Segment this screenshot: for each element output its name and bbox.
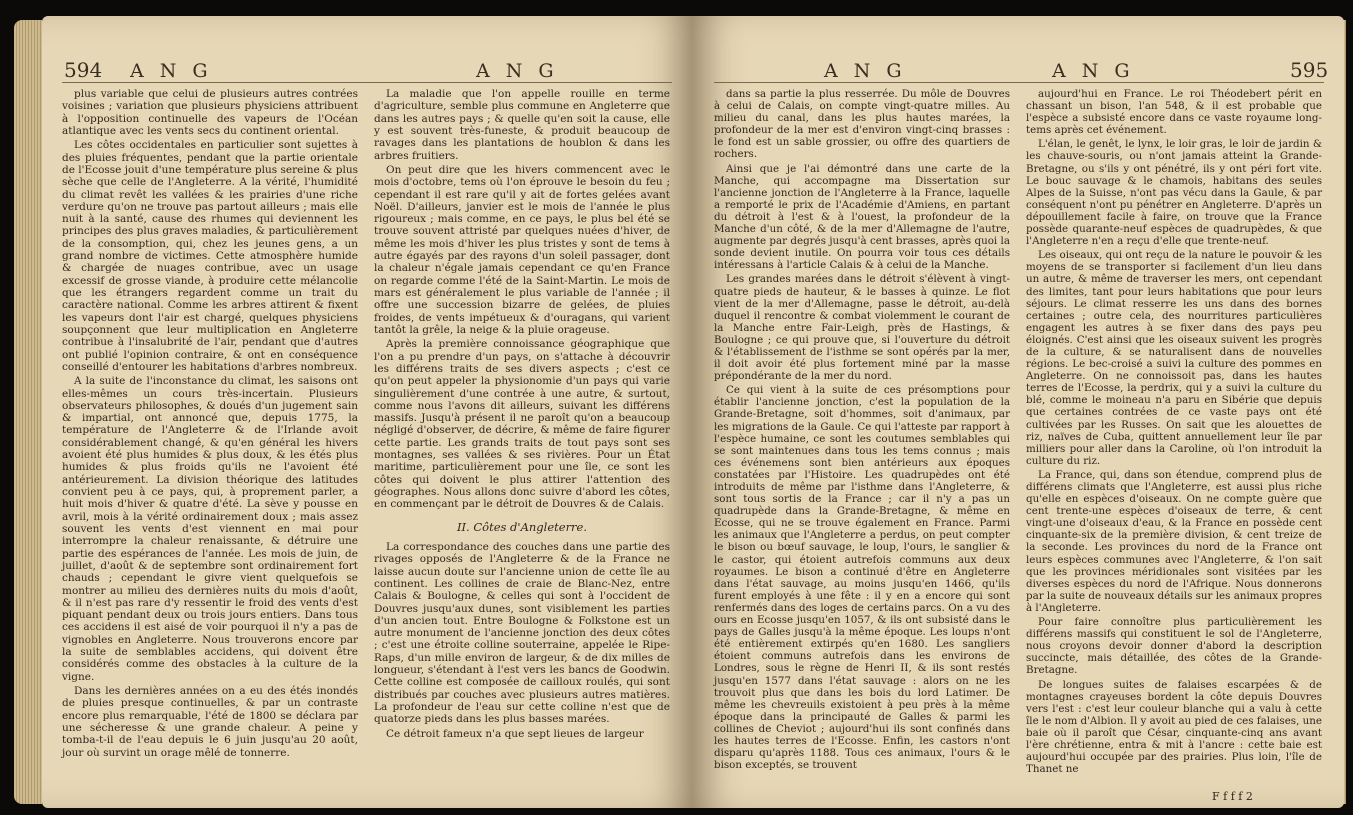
running-head-left-2: A N G: [476, 60, 559, 82]
paragraph: dans sa partie la plus resserrée. Du môle de Douvres à celui de Calais, on compte vingt-quatre milles. Au milieu du canal, dans les plus hautes marées, la profondeur de la mer est d'environ vingt-cinq brasses : le fond est un sable grossier, ou offre des quartiers de rochers.: [714, 88, 1010, 161]
paragraph: Les grandes marées dans le détroit s'élèvent à vingt-quatre pieds de hauteur, & le basses à quinze. Le flot vient de la mer d'Allemagne, passe le détroit, au-delà duquel il rencontre & combat violemment le courant de la Manche entre Fair-Leigh, près de Hastings, & Boulogne ; ce qui prouve que, si l'ouverture du détroit & l'établissement de l'isthme se sont opérés par la mer, il doit avoir été plus fortement miné par la masse prépondérante de la mer du nord.: [714, 273, 1010, 383]
page-edges-left: [14, 20, 42, 804]
running-head-left-1: A N G: [130, 60, 213, 82]
running-head-right-1: A N G: [824, 60, 907, 82]
header-rule-left: [62, 82, 672, 83]
paragraph: plus variable que celui de plusieurs autres contrées voisines ; variation que plusieurs physiciens attribuent à l'opposition continuelle des vapeurs de l'Océan atlantique avec les vents secs du continent oriental.: [62, 88, 358, 137]
paragraph: Ce détroit fameux n'a que sept lieues de largeur: [386, 727, 644, 740]
page-number-right: 595: [1290, 58, 1329, 82]
paragraph: aujourd'hui en France. Le roi Théodebert périt en chassant un bison, l'an 548, & il est probable que l'espèce a subsisté encore dans ce vaste royaume long-tems après cet événement.: [1026, 88, 1322, 137]
page-number-left: 594: [64, 58, 103, 82]
left-page: [42, 16, 692, 808]
signature-mark: F f f f 2: [1212, 790, 1253, 803]
right-column-2: [1026, 88, 1322, 777]
paragraph: La correspondance des couches dans une partie des rivages opposés de l'Angleterre & de la France ne laisse aucun doute sur l'ancienne union de cette île au continent. Les collines de craie de Blanc-Nez, entre Calais & Boulogne, & celles qui sont à l'occident de Douvres jusqu'aux dunes, sont visiblement les parties d'un ancien tout. Entre Boulogne & Folkstone est un autre monument de l'ancienne jonction des deux côtes ; c'est une étroite colline souterraine, appelée le Ripe-Raps, d'un mille environ de largeur, & de dix milles de longueur, s'étendant à l'est vers les bancs de Goodwin. Cette colline est composée de cailloux roulés, qui sont distribués par couches avec plusieurs autres matières. La profondeur de l'eau sur cette colline n'est que de quatorze pieds dans les plus basses marées.: [374, 540, 670, 726]
paragraph: On peut dire que les hivers commencent avec le mois d'octobre, tems où l'on éprouve le besoin du feu ; cependant il est rare qu'il y ait de fortes gelées avant Noël. D'ailleurs, janvier est le mois de l'année le plus rigoureux ; mais comme, en ce pays, le plus bel été se trouve souvent attristé par quelques nuées d'hiver, de même les mois d'hiver les plus tristes y sont de tems à autre égayés par des rayons d'un soleil passager, dont la chaleur n'égale jamais cependant ce qu'en France on regarde comme l'été de la Saint-Martin. Le mois de mars est généralement le plus variable de l'année ; il offre une succession bizarre de gelées, de pluies froides, de vents impétueux & d'ouragans, qui varient tantôt la grêle, la neige & la pluie orageuse.: [374, 163, 670, 336]
paragraph: Ce qui vient à la suite de ces présomptions pour établir l'ancienne jonction, c'est la population de la Grande-Bretagne, soit d'hommes, soit d'animaux, par les migrations de la Gaule. Ce qui l'atteste par rapport à l'espèce humaine, ce sont les coutumes semblables qui se sont maintenues dans tous les tems connus ; mais ces événemens sont bien antérieurs aux époques constatées par l'Histoire. Les quadrupèdes ont été introduits de même par l'isthme dans l'Angleterre, & sont tous sortis de la France ; car il n'y a pas un quadrupède dans la Grande-Bretagne, & même en Ecosse, qui ne se trouve également en France. Parmi les animaux que l'Angleterre a perdus, on peut compter le bison ou bœuf sauvage, le loup, l'ours, le sanglier & le castor, qui étoient autrefois communs aux deux royaumes. Le bison a continué d'être en Angleterre dans l'état sauvage, au moins jusqu'en 1466, qu'ils furent employés à une fête : il y en a encore qui sont renfermés dans des loges de certains parcs. On a vu des ours en Ecosse jusqu'en 1057, & ils ont subsisté dans le pays de Galles jusqu'à la même époque. Les loups n'ont été entièrement extirpés qu'en 1680. Les sangliers étoient communs autrefois dans les environs de Londres, sous le règne de Henri II, & ils sont restés jusqu'en 1577 dans l'état sauvage : alors on ne les trouvoit plus que dans les bois du lord Latimer. De même les chevreuils existoient à peu près à la même époque dans la principauté de Galles & parmi les collines de Cheviot ; aujourd'hui ils sont confinés dans les hautes terres de l'Ecosse. Enfin, les castors n'ont disparu qu'après 1188. Tous ces animaux, l'ours & le bison exceptés, se trouvent: [714, 384, 1010, 772]
paragraph: Ainsi que je l'ai démontré dans une carte de la Manche, qui accompagne ma Dissertation sur l'ancienne jonction de l'Angleterre à la France, laquelle a remporté le prix de l'Académie d'Amiens, en partant du détroit à l'est & à l'ouest, la profondeur de la Manche d'un côté, & de la mer d'Allemagne de l'autre, augmente par degrés jusqu'à cent brasses, après quoi la sonde devient inutile. On pourra voir tous ces détails intéressans à l'article Calais & à celui de la Manche.: [714, 162, 1010, 272]
paragraph: A la suite de l'inconstance du climat, les saisons ont elles-mêmes un cours très-incertain. Plusieurs observateurs philosophes, & doués d'un jugement sain & impartial, ont annoncé que, depuis 1775, la température de l'Angleterre & de l'Irlande avoit considérablement changé, & qu'en général les hivers avoient été plus humides & plus doux, & les étés plus humides & plus froids qu'ils ne l'avoient été antérieurement. La division théorique des latitudes convient peu à ce pays, qui, à proprement parler, a huit mois d'hiver & quatre d'été. La sève y pousse en avril, mois à la vérité ordinairement doux ; mais assez souvent les vents d'est viennent en mai pour interrompre la chaleur renaissante, & détruire une partie des espérances de l'année. Les mois de juin, de juillet, d'août & de septembre sont ordinairement fort chauds ; cependant le givre vient quelquefois se montrer au milieu des dernières nuits du mois d'août, & il n'est pas rare d'y ressentir le froid des vents d'est piquant pendant deux ou trois jours entiers. Dans tous ces accidens il est aisé de voir pourquoi il n'y a pas de vignobles en Angleterre. Nous trouverons encore par la suite de semblables accidens, qui doivent être considérés comme des obstacles à la culture de la vigne.: [62, 375, 358, 683]
paragraph: La maladie que l'on appelle rouille en terme d'agriculture, semble plus commune en Angleterre que dans les autres pays ; & quelle qu'en soit la cause, elle y est souvent très-funeste, & produit beaucoup de ravages dans les plantations de houblon & dans les arbres fruitiers.: [374, 88, 670, 162]
paragraph: Pour faire connoître plus particulièrement les différens massifs qui constituent le sol de l'Angleterre, nous croyons devoir donner d'abord la description succincte, mais détaillée, des côtes de la Grande-Bretagne.: [1026, 616, 1322, 677]
paragraph: Les côtes occidentales en particulier sont sujettes à des pluies fréquentes, pendant que la partie orientale de l'Ecosse jouit d'une température plus sereine & plus sèche que celle de l'Angleterre. A la vérité, l'humidité du climat revêt les vallées & les prairies d'une riche verdure qu'on ne trouve pas partout ailleurs ; mais elle nuit à la santé, cause des rhumes qui deviennent les principes des plus graves maladies, & particulièrement de la consomption, qui, chez les jeunes gens, a un grand nombre de victimes. Cette atmosphère humide & chargée de nuages contribue, avec un usage excessif de grosse viande, à produire cette mélancolie que les étrangers regardent comme un trait du caractère national. Comme les arbres attirent & fixent les vapeurs dont l'air est chargé, quelques physiciens soupçonnent que leur multiplication en Angleterre contribue à l'insalubrité de l'air, pendant que d'autres ont publié l'opinion contraire, & ont en conséquence conseillé d'entourer les habitations d'arbres nombreux.: [62, 139, 358, 373]
book-spread: [14, 16, 1344, 808]
running-head-right-2: A N G: [1052, 60, 1135, 82]
paragraph: Dans les dernières années on a eu des étés inondés de pluies presque continuelles, & par un contraste encore plus remarquable, l'été de 1800 se déclara par une sécheresse & une grande chaleur. A peine y tomba-t-il de l'eau depuis le 6 juin jusqu'au 20 août, jour où survint un orage mêlé de tonnerre.: [62, 685, 358, 759]
paragraph: Les oiseaux, qui ont reçu de la nature le pouvoir & les moyens de se transporter si facilement d'un lieu dans un autre, & même de traverser les mers, ont cependant des limites, tant pour leurs habitations que pour leurs séjours. Le climat resserre les uns dans des bornes certaines ; outre cela, des nourritures particulières engagent les autres à se fixer dans des pays peu éloignés. C'est ainsi que les oiseaux suivent les progrès de la culture, & se naturalisent dans de nouvelles régions. Le bec-croisé a suivi la culture des pommes en Angleterre. On ne connoissoit pas, dans les hautes terres de l'Ecosse, la perdrix, qui y a suivi la culture du blé, comme le moineau n'a paru en Sibérie que depuis que certaines contrées de ce vaste pays ont été cultivées par les Russes. On sait que les alouettes de riz, naïves de Cuba, quittent annuellement leur île par milliers pour aller dans la Caroline, où l'on introduit la culture du riz.: [1026, 249, 1322, 467]
left-column-1: [62, 88, 358, 761]
section-heading: II. Côtes d'Angleterre.: [456, 519, 588, 534]
right-page: [692, 16, 1344, 808]
right-column-1: [714, 88, 1010, 773]
paragraph: La France, qui, dans son étendue, comprend plus de différens climats que l'Angleterre, est aussi plus riche qu'elle en espèces d'oiseaux. On ne compte guère que cent trente-une espèces d'oiseaux de terre, & cent vingt-une d'oiseaux d'eau, & la France en possède cent cinquante-six de la première division, & cent treize de la seconde. Les provinces du nord de la France ont leurs espèces communes avec l'Angleterre, & l'on sait que les provinces méridionales sont visitées par les diverses espèces du nord de l'Afrique. Nous donnerons par la suite de nouveaux détails sur les animaux propres à l'Angleterre.: [1026, 468, 1322, 614]
header-rule-right: [714, 82, 1324, 83]
left-column-2: [374, 88, 670, 742]
paragraph: Après la première connoissance géographique que l'on a pu prendre d'un pays, on s'attache à découvrir les différens traits de ses divers aspects ; c'est ce qu'on peut appeler la physionomie d'un pays qui varie singulièrement d'une contrée à une autre, & surtout, comme nous l'avons dit ailleurs, suivant les différens massifs. Jusqu'à présent il ne paroît qu'on a beaucoup négligé d'observer, de décrire, & même de faire figurer cette partie. Les grands traits de tout pays sont ses montagnes, ses vallées & ses rivières. Pour un État maritime, particulièrement pour une île, ce sont les côtes qui doivent le plus attirer l'attention des géographes. Nous allons donc suivre d'abord les côtes, en commençant par le détroit de Douvres & de Calais.: [374, 338, 670, 511]
paragraph: De longues suites de falaises escarpées & de montagnes crayeuses bordent la côte depuis Douvres vers l'est : c'est leur couleur blanche qui a valu à cette île le nom d'Albion. Il y avoit au pied de ces falaises, une baie où il paroît que César, cinquante-cinq ans avant l'ère chrétienne, entra & mit à l'ancre : cette baie est aujourd'hui occupée par des prairies. Plus loin, l'île de Thanet ne: [1026, 678, 1322, 776]
paragraph: L'élan, le genêt, le lynx, le loir gras, le loir de jardin & les chauve-souris, ou n'ont jamais atteint la Grande-Bretagne, ou s'ils y ont pénétré, ils y ont péri fort vite. Le bouc sauvage & le chamois, habitans des seules Alpes de la Suisse, n'ont pas vécu dans la Gaule, & par conséquent n'ont pu pénétrer en Angleterre. D'après un dépouillement facile à faire, on trouve que la France possède quarante-neuf espèces de quadrupèdes, & que l'Angleterre n'en a reçu d'elle que trente-neuf.: [1026, 138, 1322, 248]
